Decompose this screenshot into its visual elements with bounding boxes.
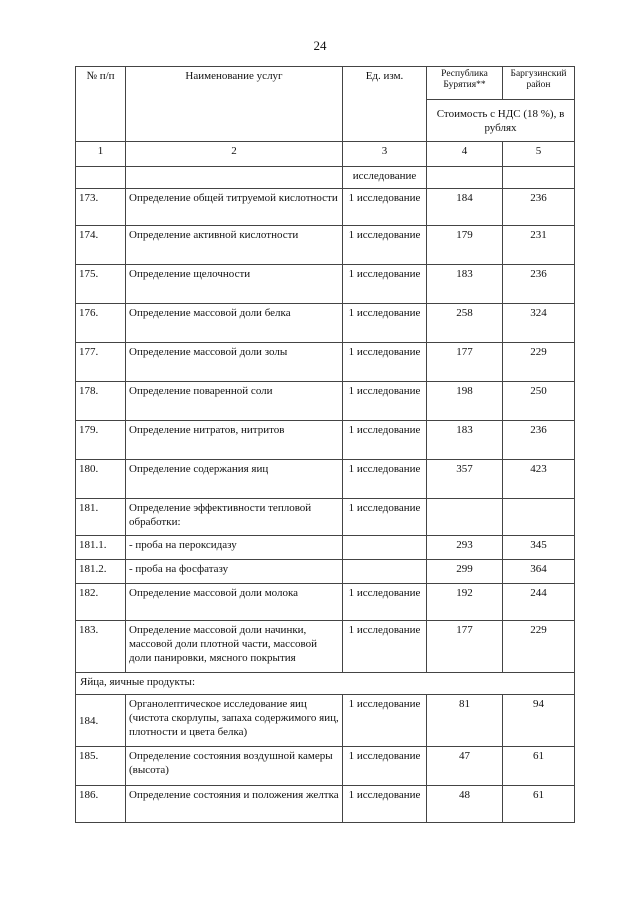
continuation-unit: исследование [343, 167, 427, 189]
service-name: Определение массовой доли начинки, массовой доли плотной части, массовой доли панировки, мясного покрытия [126, 621, 343, 673]
header-district: Баргузинский район [503, 67, 575, 100]
service-name: Определение массовой доли молока [126, 584, 343, 621]
table-row [76, 189, 575, 226]
unit-of-measure: 1 исследование [343, 460, 427, 499]
service-name: Определение состояния и положения желтка [126, 786, 343, 823]
price-district: 364 [503, 560, 575, 584]
price-district: 244 [503, 584, 575, 621]
table-row [76, 584, 575, 621]
row-number: 185. [76, 747, 126, 786]
row-number: 174. [76, 226, 126, 265]
service-name: Определение содержания яиц [126, 460, 343, 499]
row-number: 175. [76, 265, 126, 304]
index-row [76, 142, 575, 167]
header-name: Наименование услуг [126, 67, 343, 142]
row-number: 183. [76, 621, 126, 673]
price-republic: 293 [427, 536, 503, 560]
unit-of-measure: 1 исследование [343, 621, 427, 673]
price-republic: 177 [427, 621, 503, 673]
price-republic: 47 [427, 747, 503, 786]
price-district: 236 [503, 421, 575, 460]
service-name: Определение массовой доли белка [126, 304, 343, 343]
service-name: Определение щелочности [126, 265, 343, 304]
service-name: - проба на пероксидазу [126, 536, 343, 560]
unit-of-measure: 1 исследование [343, 695, 427, 747]
service-name: Определение общей титруемой кислотности [126, 189, 343, 226]
service-name: Определение нитратов, нитритов [126, 421, 343, 460]
price-district: 324 [503, 304, 575, 343]
section-title: Яйца, яичные продукты: [76, 673, 575, 695]
price-district: 250 [503, 382, 575, 421]
unit-of-measure: 1 исследование [343, 382, 427, 421]
page-number: 24 [313, 38, 327, 53]
service-name: Определение поваренной соли [126, 382, 343, 421]
price-district: 61 [503, 747, 575, 786]
services-price-table [75, 66, 575, 823]
unit-of-measure: 1 исследование [343, 226, 427, 265]
price-republic: 183 [427, 265, 503, 304]
table-row [76, 421, 575, 460]
table-row [76, 747, 575, 786]
price-district: 94 [503, 695, 575, 747]
table-row [76, 536, 575, 560]
row-number: 181. [76, 499, 126, 536]
row-number: 180. [76, 460, 126, 499]
table-row [76, 460, 575, 499]
price-district: 345 [503, 536, 575, 560]
price-republic: 184 [427, 189, 503, 226]
price-republic: 183 [427, 421, 503, 460]
unit-of-measure: 1 исследование [343, 499, 427, 536]
price-republic [427, 499, 503, 536]
row-number: 173. [76, 189, 126, 226]
price-district [503, 499, 575, 536]
index-cell: 2 [126, 142, 343, 167]
unit-of-measure: 1 исследование [343, 747, 427, 786]
service-name: Органолептическое исследование яиц (чистота скорлупы, запаха содержимого яиц, плотности и цвета белка) [126, 695, 343, 747]
row-number: 184. [76, 695, 126, 747]
unit-of-measure [343, 536, 427, 560]
price-republic: 179 [427, 226, 503, 265]
price-district: 423 [503, 460, 575, 499]
service-name: Определение активной кислотности [126, 226, 343, 265]
price-republic: 177 [427, 343, 503, 382]
header-republic: Республика Бурятия** [427, 67, 503, 100]
header-cost: Стоимость с НДС (18 %), в рублях [427, 100, 575, 142]
row-number: 178. [76, 382, 126, 421]
unit-of-measure: 1 исследование [343, 584, 427, 621]
price-republic: 357 [427, 460, 503, 499]
price-republic: 299 [427, 560, 503, 584]
row-number: 181.1. [76, 536, 126, 560]
row-number: 182. [76, 584, 126, 621]
unit-of-measure: 1 исследование [343, 421, 427, 460]
header-unit: Ед. изм. [343, 67, 427, 142]
service-name: Определение эффективности тепловой обработки: [126, 499, 343, 536]
price-district: 236 [503, 265, 575, 304]
table-row [76, 695, 575, 747]
continuation-row [76, 167, 575, 189]
unit-of-measure: 1 исследование [343, 304, 427, 343]
table-row [76, 499, 575, 536]
price-district: 229 [503, 343, 575, 382]
table-row [76, 226, 575, 265]
price-district: 236 [503, 189, 575, 226]
table-row [76, 560, 575, 584]
row-number: 181.2. [76, 560, 126, 584]
unit-of-measure: 1 исследование [343, 265, 427, 304]
unit-of-measure: 1 исследование [343, 343, 427, 382]
price-district: 229 [503, 621, 575, 673]
row-number: 177. [76, 343, 126, 382]
table-row [76, 304, 575, 343]
service-name: - проба на фосфатазу [126, 560, 343, 584]
unit-of-measure: 1 исследование [343, 189, 427, 226]
price-republic: 192 [427, 584, 503, 621]
header-num: № п/п [76, 67, 126, 142]
index-cell: 5 [503, 142, 575, 167]
table-row [76, 265, 575, 304]
row-number: 176. [76, 304, 126, 343]
table-row [76, 343, 575, 382]
price-republic: 258 [427, 304, 503, 343]
price-republic: 198 [427, 382, 503, 421]
table-row [76, 786, 575, 823]
table-row [76, 621, 575, 673]
index-cell: 4 [427, 142, 503, 167]
header-row [76, 67, 575, 100]
section-row [76, 673, 575, 695]
row-number: 186. [76, 786, 126, 823]
index-cell: 3 [343, 142, 427, 167]
service-name: Определение состояния воздушной камеры (высота) [126, 747, 343, 786]
row-number: 179. [76, 421, 126, 460]
price-district: 61 [503, 786, 575, 823]
price-district: 231 [503, 226, 575, 265]
service-name: Определение массовой доли золы [126, 343, 343, 382]
price-republic: 48 [427, 786, 503, 823]
index-cell: 1 [76, 142, 126, 167]
table-row [76, 382, 575, 421]
price-republic: 81 [427, 695, 503, 747]
unit-of-measure [343, 560, 427, 584]
unit-of-measure: 1 исследование [343, 786, 427, 823]
